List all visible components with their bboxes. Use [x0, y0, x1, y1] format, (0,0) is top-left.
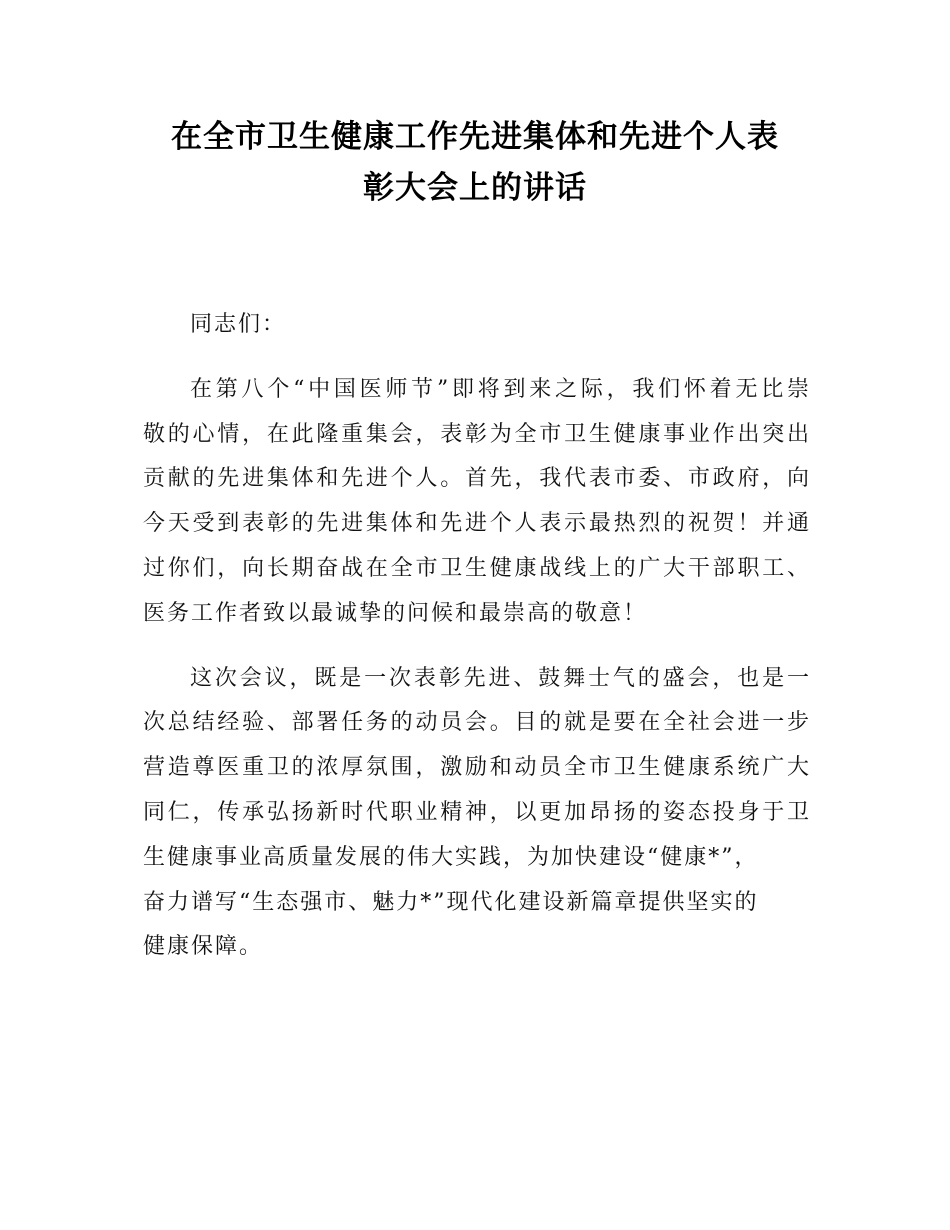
paragraph-2 [143, 657, 811, 971]
paragraph-2-line: 同仁，传承弘扬新时代职业精神，以更加昂扬的姿态投身于卫 [143, 799, 811, 825]
salutation: 同志们： [190, 312, 287, 337]
paragraph-1-line: 过你们，向长期奋战在全市卫生健康战线上的广大干部职工、 [143, 555, 811, 581]
paragraph-1-line: 医务工作者致以最诚挚的问候和最崇高的敬意！ [143, 600, 648, 626]
paragraph-gap [143, 348, 811, 368]
document-body [143, 303, 811, 970]
paragraph-2-line: 营造尊医重卫的浓厚氛围，激励和动员全市卫生健康系统广大 [143, 755, 811, 781]
paragraph-1-line: 在第八个“中国医师节”即将到来之际，我们怀着无比崇 [190, 376, 811, 402]
paragraph-1-line: 今天受到表彰的先进集体和先进个人表示最热烈的祝贺！并通 [143, 511, 811, 537]
document-title [130, 112, 820, 214]
title-line-2: 彰大会上的讲话 [363, 170, 587, 206]
title-line-1: 在全市卫生健康工作先进集体和先进个人表 [171, 119, 779, 155]
paragraph-2-line: 这次会议，既是一次表彰先进、鼓舞士气的盛会，也是一 [190, 665, 811, 691]
paragraph-2-line: 次总结经验、部署任务的动员会。目的就是要在全社会进一步 [143, 710, 811, 736]
paragraph-gap [143, 637, 811, 657]
paragraph-1-line: 敬的心情，在此隆重集会，表彰为全市卫生健康事业作出突出 [143, 421, 811, 447]
paragraph-2-line: 健康保障。 [143, 934, 264, 960]
paragraph-1-line: 贡献的先进集体和先进个人。首先，我代表市委、市政府，向 [143, 466, 811, 492]
paragraph-2-line: 生健康事业高质量发展的伟大实践，为加快建设“健康*”， [143, 844, 759, 870]
paragraph-2-line: 奋力谱写“生态强市、魅力*”现代化建设新篇章提供坚实的 [143, 889, 759, 915]
paragraph-1 [143, 368, 811, 637]
